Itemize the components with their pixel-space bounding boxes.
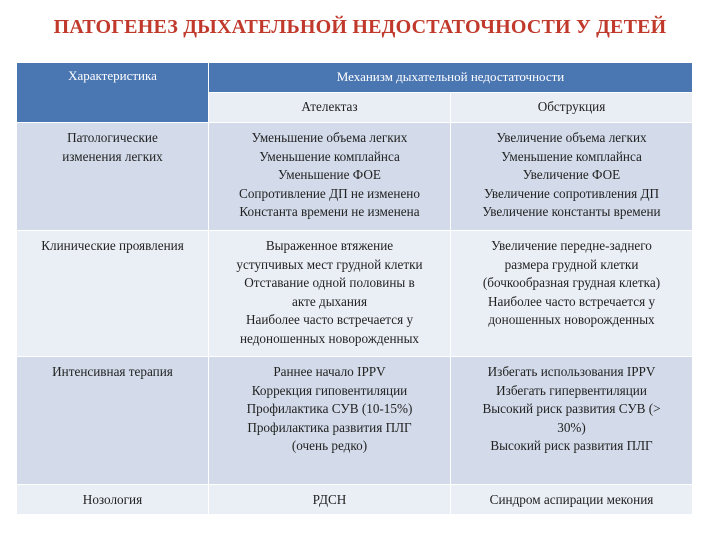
cell-line: недоношенных новорожденных: [239, 330, 420, 346]
obstruction-cell: [451, 123, 693, 231]
cell-line: изменения легких: [62, 148, 163, 164]
atelectasis-cell: [209, 123, 451, 231]
header-obstruction: Обструкция: [451, 93, 693, 123]
cell-line: размера грудной клетки: [504, 256, 639, 272]
cell-line: Уменьшение ФОЕ: [278, 167, 381, 182]
cell-line: (бочкообразная грудная клетка): [482, 275, 661, 290]
cell-line: Увеличение передне-заднего: [491, 238, 652, 253]
cell-line: уступчивых мест грудной клетки: [236, 256, 423, 272]
cell-line: Выраженное втяжение: [265, 238, 394, 253]
cell-line: Увеличение константы времени: [482, 204, 661, 219]
cell-line: Наиболее часто встречается у: [245, 312, 414, 327]
cell-line: Избегать использования IPPV: [487, 364, 656, 379]
cell-line: Раннее начало IPPV: [273, 364, 386, 379]
obstruction-cell: [451, 357, 693, 485]
row-label: [17, 357, 209, 485]
table-row: [17, 485, 693, 515]
cell-line: доношенных новорожденных: [488, 312, 655, 327]
atelectasis-cell: [209, 485, 451, 515]
cell-line: Сопротивление ДП не изменено: [239, 185, 420, 201]
cell-line: Наиболее часто встречается у: [487, 293, 656, 309]
obstruction-cell: [451, 231, 693, 357]
obstruction-cell: [451, 485, 693, 515]
page-title: ПАТОГЕНЕЗ ДЫХАТЕЛЬНОЙ НЕДОСТАТОЧНОСТИ У ДЕТЕЙ: [53, 16, 667, 38]
atelectasis-cell: [209, 231, 451, 357]
cell-line: Клинические проявления: [41, 238, 184, 253]
cell-line: Константа времени не изменена: [239, 204, 420, 219]
cell-line: Синдром аспирации мекония: [489, 492, 654, 507]
cell-line: Увеличение ФОЕ: [522, 167, 621, 182]
pathogenesis-table: [16, 62, 693, 515]
cell-line: Отставание одной половины в: [244, 275, 415, 290]
cell-line: Увеличение сопротивления ДП: [483, 185, 660, 201]
cell-line: Уменьшение комплайнса: [501, 148, 642, 164]
cell-line: Избегать гипервентиляции: [496, 382, 647, 398]
cell-line: 30%): [557, 419, 586, 435]
cell-line: Увеличение объема легких: [496, 130, 647, 145]
cell-line: (очень редко): [291, 438, 368, 453]
row-label: [17, 123, 209, 231]
cell-line: Высокий риск развития СУВ (>: [482, 401, 661, 416]
table-row: [17, 357, 693, 485]
atelectasis-cell: [209, 357, 451, 485]
header-characteristic: Характеристика: [17, 63, 209, 123]
row-label-lines: [17, 123, 208, 168]
cell-line: Профилактика развития ПЛГ: [247, 419, 412, 435]
cell-line: Уменьшение комплайнса: [259, 148, 400, 164]
cell-line: акте дыхания: [291, 293, 368, 309]
cell-line: Уменьшение объема легких: [251, 130, 408, 145]
header-atelectasis: Ателектаз: [209, 93, 451, 123]
header-mechanism: Механизм дыхательной недостаточности: [209, 63, 693, 93]
cell-line: Интенсивная терапия: [52, 364, 173, 379]
cell-line: Профилактика СУВ (10-15%): [246, 401, 413, 416]
row-label: [17, 485, 209, 515]
cell-line: Нозология: [82, 492, 143, 507]
table-row: [17, 231, 693, 357]
row-label: [17, 231, 209, 357]
cell-line: Высокий риск развития ПЛГ: [490, 438, 653, 453]
cell-line: РДСН: [312, 492, 347, 507]
table-row: [17, 123, 693, 231]
cell-line: Патологические: [67, 130, 158, 145]
cell-line: Коррекция гиповентиляции: [251, 382, 408, 398]
